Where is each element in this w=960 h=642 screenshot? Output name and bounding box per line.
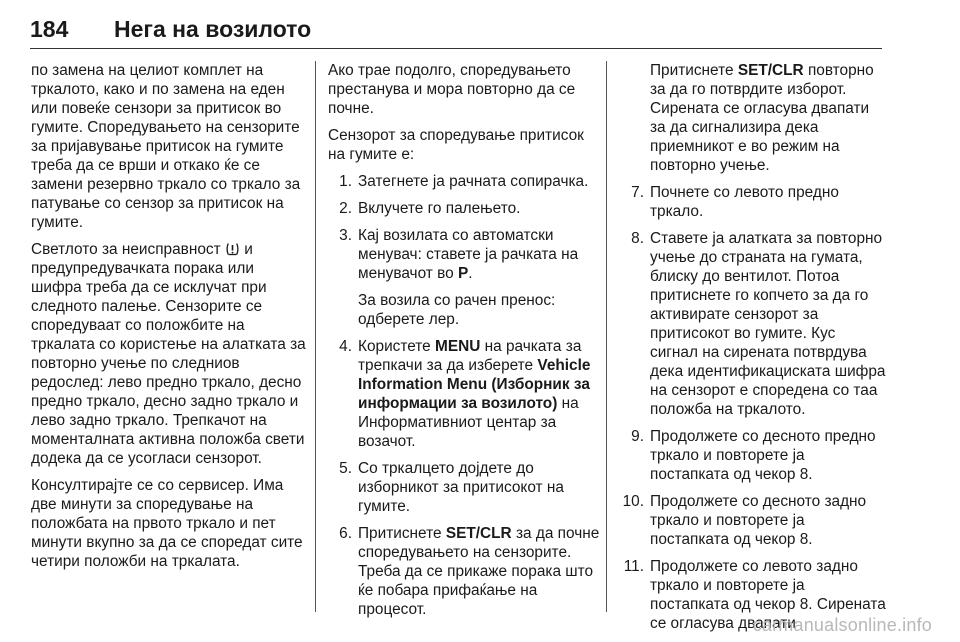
step-list [620,183,886,633]
paragraph: Сензорот за споредување притисок на гумите е: [328,127,584,163]
list-item: 8. Ставете ја алатката за повторно учење до страната на гумата, блиску до вентилот. Потоа притиснете го копчето за да го активирате сензорот за притисокот во гумите. Кус сигнал на сирената потврдува дека идентификациската шифра на сензорот е споредена со таа положба на тркалото. [631,230,886,418]
list-item: 4. Користете MENU на рачката за трепкачи за да изберете Vehicle Information Menu (Изборник за информации за возилото) на Информативниот центар за возачот. [339,338,591,450]
column-divider [606,61,607,612]
list-item: 1. Затегнете ја рачната сопирачка. [339,173,589,190]
paragraph: Ако трае подолго, споредувањето престанува и мора повторно да се почне. [328,62,576,117]
page-number: 184 [30,16,69,42]
list-item: 3. Кај возилата со автоматски менувач: ставете ја рачката на менувачот во P. За возила со рачен пренос: одберете лер. [339,227,579,328]
list-item: 5. Со тркалцето дојдете до изборникот за притисокот на гумите. [339,460,564,515]
list-item: 10. Продолжете со десното задно тркало и повторете ја постапката од чекор 8. [622,493,867,548]
list-item: 11. Продолжете со левото задно тркало и повторете ја постапката од чекор 8. Сирената се огласува двапати [623,558,886,632]
watermark: carmanualsonline.info [752,615,932,635]
list-item-continuation: Притиснете SET/CLR повторно за да го потврдите изборот. Сирената се огласува двапати за да сигнализира дека приемникот е во режим на повторно учење. [650,62,874,174]
paragraph: по замена на целиот комплет на тркалото, како и по замена на еден или повеќе сензори за притисок во гумите. Споредувањето на сензорите за пријавување притисок на гумите треба да се врши и откако ќе се замени резервно тркало со тркало за патување со сензор за притисок на гумите. [31,62,301,231]
list-item: 9. Продолжете со десното предно тркало и повторете ја постапката од чекор 8. [631,428,876,483]
list-item: 6. Притиснете SET/CLR за да почне споредувањето на сензорите. Треба да се прикаже порака што ќе побара прифаќање на процесот. [339,525,600,618]
paragraph: Светлото за неисправност и предупредувачката порака или шифра треба да се исклучат при следното палење. Сензорите се споредуваат со положбите на тркалата со користење на алатката за повторно учење по следниов редослед: лево предно тркало, десно предно тркало, десно задно тркало и лево задно тркало. Трепкачот на моменталната активна положба свети додека да се усогласи сензорот. [31,241,306,467]
tpms-warning-icon [225,240,240,259]
page-header [30,14,910,46]
column-3 [620,61,886,641]
list-item: 7. Почнете со левото предно тркало. [631,184,839,220]
page-title: Нега на возилото [114,16,312,42]
header-rule [30,48,882,49]
paragraph: Консултирајте се со сервисер. Има две минути за споредување на положбата на првото тркало и пет минути вкупно за да се споредат сите четири положби на тркалата. [31,477,303,570]
column-2 [328,61,601,627]
step-list [328,172,601,619]
column-divider [315,61,316,612]
column-1 [31,61,307,579]
list-item: 2. Вклучете го палењето. [339,200,521,217]
